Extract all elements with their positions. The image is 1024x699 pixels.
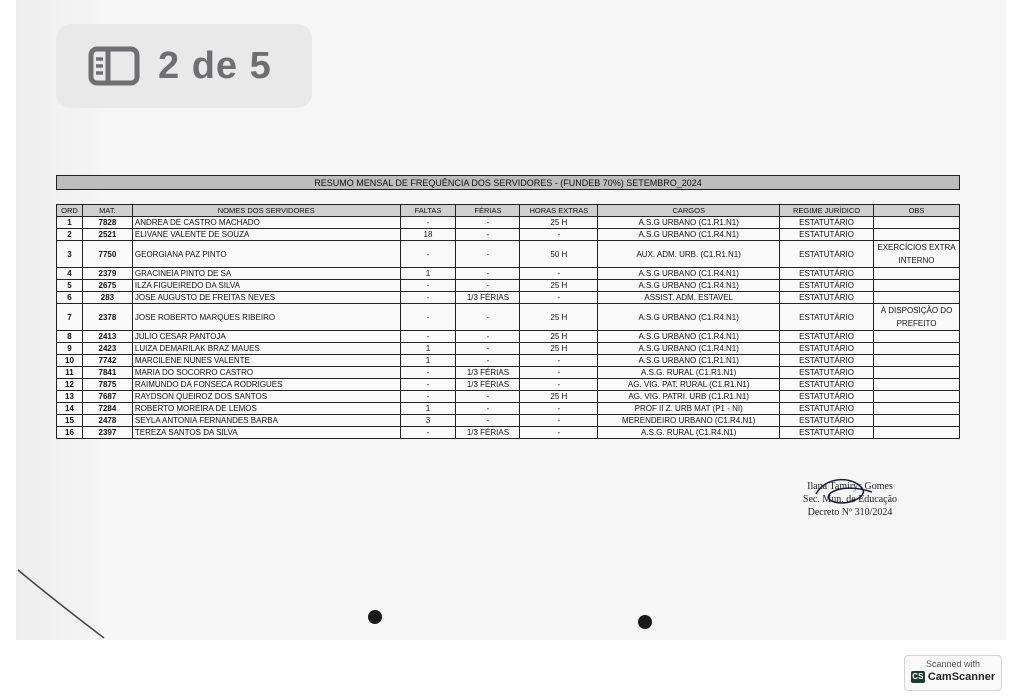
row-ferias: 1/3 FÉRIAS (456, 427, 520, 439)
row-ord: 3 (57, 241, 83, 268)
row-ord: 9 (57, 343, 83, 355)
table-row (57, 304, 960, 331)
row-regime: ESTATUTÁRIO (780, 403, 874, 415)
row-mat: 7687 (82, 391, 132, 403)
row-ord: 15 (57, 415, 83, 427)
row-regime: ESTATUTÁRIO (780, 292, 874, 304)
row-name: MARCILENE NUNES VALENTE (132, 355, 400, 367)
row-regime: ESTATUTÁRIO (780, 280, 874, 292)
row-mat: 2378 (82, 304, 132, 331)
signature-name: Ilana Tamirys Gomes (807, 481, 893, 492)
row-mat: 2379 (82, 268, 132, 280)
row-ord: 6 (57, 292, 83, 304)
row-horas: - (520, 415, 598, 427)
row-mat: 283 (82, 292, 132, 304)
camscanner-name: CamScanner (927, 671, 996, 683)
table-row (57, 367, 960, 379)
row-ord: 1 (57, 217, 83, 229)
row-faltas: - (400, 427, 456, 439)
table-row (57, 379, 960, 391)
row-ferias: - (456, 343, 520, 355)
table-row (57, 280, 960, 292)
row-mat: 2397 (82, 427, 132, 439)
col-name: NOMES DOS SERVIDORES (132, 205, 400, 217)
signature-decree: Decreto Nº 310/2024 (807, 507, 893, 518)
row-obs (874, 217, 960, 229)
row-name: GEORGIANA PAZ PINTO (132, 241, 400, 268)
row-cargo: A.S.G URBANO (C1.R4.N1) (598, 343, 780, 355)
row-faltas: - (400, 217, 456, 229)
row-name: GRACINEIA PINTO DE SA (132, 268, 400, 280)
reader-sidebar-icon (88, 46, 140, 86)
page-indicator[interactable] (56, 24, 312, 108)
row-mat: 2521 (82, 229, 132, 241)
row-ferias: - (456, 217, 520, 229)
row-horas: 25 H (520, 343, 598, 355)
row-cargo: A.S.G URBANO (C1.R1.N1) (598, 355, 780, 367)
row-horas: 25 H (520, 331, 598, 343)
row-obs (874, 403, 960, 415)
col-regime: REGIME JURÍDICO (780, 205, 874, 217)
row-cargo: A.S.G. RURAL (C1.R4.N1) (598, 427, 780, 439)
row-name: ILZA FIGUEIREDO DA SILVA (132, 280, 400, 292)
row-name: RAYDSON QUEIROZ DOS SANTOS (132, 391, 400, 403)
table-row (57, 268, 960, 280)
handwritten-signature (812, 474, 876, 510)
row-ferias: 1/3 FÉRIAS (456, 292, 520, 304)
table-row (57, 217, 960, 229)
row-cargo: A.S.G URBANO (C1.R1.N1) (598, 217, 780, 229)
row-mat: 2675 (82, 280, 132, 292)
row-name: ROBERTO MOREIRA DE LEMOS (132, 403, 400, 415)
row-ferias: - (456, 391, 520, 403)
page-indicator-text: 2 de 5 (158, 44, 272, 87)
punch-hole-right (638, 615, 652, 629)
row-ord: 10 (57, 355, 83, 367)
signature-role: Sec. Mun. de Educação (802, 494, 898, 505)
row-name: LUIZA DEMARILAK BRAZ MAUES (132, 343, 400, 355)
col-mat: MAT. (82, 205, 132, 217)
row-ferias: - (456, 403, 520, 415)
row-faltas: - (400, 304, 456, 331)
table-row (57, 391, 960, 403)
row-obs (874, 292, 960, 304)
row-horas: 25 H (520, 217, 598, 229)
row-ferias: - (456, 415, 520, 427)
table-row (57, 241, 960, 268)
row-cargo: PROF II Z. URB MAT (P1 - NI) (598, 403, 780, 415)
table-row (57, 415, 960, 427)
scanned-caption: Scanned with (925, 659, 981, 669)
row-obs (874, 280, 960, 292)
row-obs (874, 391, 960, 403)
row-cargo: AG. VIG. PATRI. URB (C1.R1.N1) (598, 391, 780, 403)
row-obs (874, 268, 960, 280)
table-row (57, 427, 960, 439)
row-mat: 2478 (82, 415, 132, 427)
table-row (57, 229, 960, 241)
row-obs (874, 427, 960, 439)
row-name: RAIMUNDO DA FONSECA RODRIGUES (132, 379, 400, 391)
col-obs: OBS (874, 205, 960, 217)
row-mat: 7875 (82, 379, 132, 391)
row-faltas: - (400, 367, 456, 379)
row-ferias: - (456, 280, 520, 292)
row-ferias: - (456, 241, 520, 268)
row-cargo: A.S.G URBANO (C1.R4.N1) (598, 268, 780, 280)
row-ord: 8 (57, 331, 83, 343)
row-mat: 7750 (82, 241, 132, 268)
row-regime: ESTATUTÁRIO (780, 427, 874, 439)
row-cargo: A.S.G URBANO (C1.R4.N1) (598, 229, 780, 241)
row-ferias: - (456, 229, 520, 241)
row-ferias: 1/3 FÉRIAS (456, 367, 520, 379)
row-ferias: - (456, 331, 520, 343)
row-faltas: - (400, 280, 456, 292)
row-horas: 50 H (520, 241, 598, 268)
row-cargo: ASSIST. ADM. ESTAVEL (598, 292, 780, 304)
col-horas: HORAS EXTRAS (520, 205, 598, 217)
row-regime: ESTATUTÁRIO (780, 391, 874, 403)
document-title: RESUMO MENSAL DE FREQUÊNCIA DOS SERVIDORES - (FUNDEB 70%) SETEMBRO_2024 (56, 175, 960, 190)
table-row (57, 403, 960, 415)
table-row (57, 343, 960, 355)
row-cargo: MERENDEIRO URBANO (C1.R4.N1) (598, 415, 780, 427)
punch-hole-left (368, 610, 382, 624)
row-regime: ESTATUTÁRIO (780, 331, 874, 343)
row-ord: 14 (57, 403, 83, 415)
row-cargo: A.S.G URBANO (C1.R4.N1) (598, 280, 780, 292)
row-obs (874, 229, 960, 241)
row-name: JOSE AUGUSTO DE FREITAS NEVES (132, 292, 400, 304)
row-regime: ESTATUTÁRIO (780, 355, 874, 367)
row-name: SEYLA ANTONIA FERNANDES BARBA (132, 415, 400, 427)
row-name: JULIO CESAR PANTOJA (132, 331, 400, 343)
row-ord: 7 (57, 304, 83, 331)
row-regime: ESTATUTÁRIO (780, 415, 874, 427)
row-faltas: 3 (400, 415, 456, 427)
row-faltas: - (400, 379, 456, 391)
row-regime: ESTATUTÁRIO (780, 367, 874, 379)
row-regime: ESTATUTÁRIO (780, 229, 874, 241)
row-name: JOSE ROBERTO MARQUES RIBEIRO (132, 304, 400, 331)
row-horas: - (520, 427, 598, 439)
row-obs: EXERCÍCIOS EXTRA INTERNO (874, 241, 960, 268)
col-faltas: FALTAS (400, 205, 456, 217)
row-faltas: 1 (400, 355, 456, 367)
row-horas: 25 H (520, 391, 598, 403)
row-mat: 7841 (82, 367, 132, 379)
row-ord: 5 (57, 280, 83, 292)
camscanner-logo: CS (912, 672, 924, 681)
row-obs (874, 379, 960, 391)
row-ord: 2 (57, 229, 83, 241)
signature-block (780, 480, 920, 519)
row-regime: ESTATUTÁRIO (780, 343, 874, 355)
row-cargo: AUX. ADM. URB. (C1.R1.N1) (598, 241, 780, 268)
row-cargo: A.S.G. RURAL (C1.R1.N1) (598, 367, 780, 379)
row-faltas: - (400, 331, 456, 343)
row-ferias: - (456, 268, 520, 280)
row-horas: - (520, 355, 598, 367)
row-faltas: - (400, 391, 456, 403)
row-name: TEREZA SANTOS DA SILVA (132, 427, 400, 439)
row-cargo: A.S.G URBANO (C1.R4.N1) (598, 331, 780, 343)
row-cargo: AG. VIG. PAT. RURAL (C1.R1.N1) (598, 379, 780, 391)
row-regime: ESTATUTÁRIO (780, 241, 874, 268)
row-obs (874, 355, 960, 367)
camscanner-brand (905, 671, 1001, 683)
row-faltas: - (400, 292, 456, 304)
row-obs (874, 343, 960, 355)
col-ferias: FÉRIAS (456, 205, 520, 217)
attendance-table (56, 204, 960, 439)
row-obs: À DISPOSIÇÃO DO PREFEITO (874, 304, 960, 331)
row-obs (874, 331, 960, 343)
row-faltas: 1 (400, 343, 456, 355)
row-horas: - (520, 229, 598, 241)
row-ord: 16 (57, 427, 83, 439)
row-name: ANDREA DE CASTRO MACHADO (132, 217, 400, 229)
row-ord: 13 (57, 391, 83, 403)
row-faltas: 1 (400, 268, 456, 280)
row-horas: - (520, 268, 598, 280)
row-regime: ESTATUTÁRIO (780, 268, 874, 280)
row-mat: 7284 (82, 403, 132, 415)
row-horas: - (520, 292, 598, 304)
row-horas: - (520, 403, 598, 415)
row-cargo: A.S.G URBANO (C1.R4.N1) (598, 304, 780, 331)
table-row (57, 331, 960, 343)
row-mat: 2423 (82, 343, 132, 355)
row-name: ELIVANE VALENTE DE SOUZA (132, 229, 400, 241)
row-mat: 7742 (82, 355, 132, 367)
table-header-row (57, 205, 960, 217)
row-horas: 25 H (520, 280, 598, 292)
row-ord: 12 (57, 379, 83, 391)
row-faltas: - (400, 241, 456, 268)
row-horas: - (520, 379, 598, 391)
row-faltas: 1 (400, 403, 456, 415)
row-mat: 7828 (82, 217, 132, 229)
col-ord: ORD (57, 205, 83, 217)
row-mat: 2413 (82, 331, 132, 343)
row-obs (874, 415, 960, 427)
row-horas: 25 H (520, 304, 598, 331)
table-row (57, 355, 960, 367)
camscanner-watermark (904, 655, 1002, 691)
row-ord: 11 (57, 367, 83, 379)
row-ferias: - (456, 304, 520, 331)
row-ord: 4 (57, 268, 83, 280)
row-name: MARIA DO SOCORRO CASTRO (132, 367, 400, 379)
row-faltas: 18 (400, 229, 456, 241)
row-regime: ESTATUTÁRIO (780, 304, 874, 331)
row-regime: ESTATUTÁRIO (780, 217, 874, 229)
row-ferias: - (456, 355, 520, 367)
row-horas: - (520, 367, 598, 379)
row-regime: ESTATUTÁRIO (780, 379, 874, 391)
pen-mark (14, 560, 114, 640)
table-row (57, 292, 960, 304)
row-ferias: 1/3 FÉRIAS (456, 379, 520, 391)
col-cargos: CARGOS (598, 205, 780, 217)
row-obs (874, 367, 960, 379)
